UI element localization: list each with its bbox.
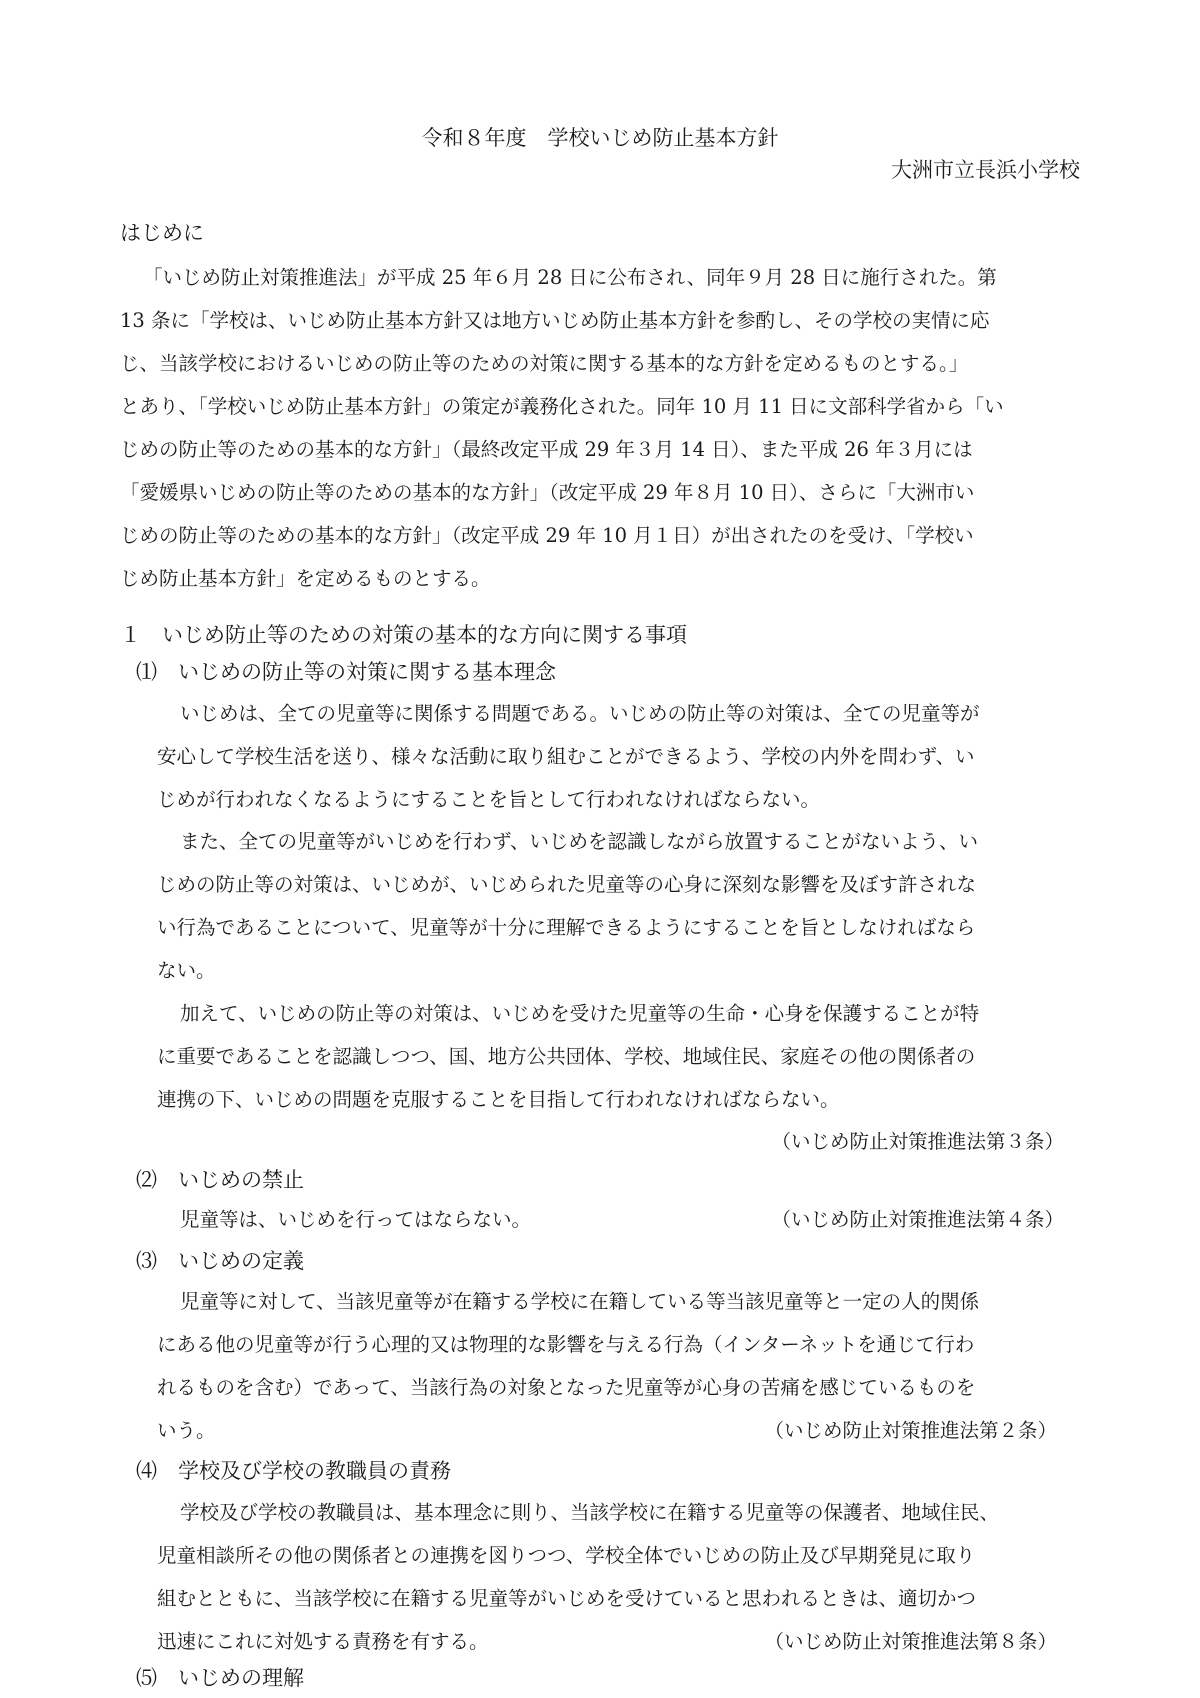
- sub3-citation: （いじめ防止対策推進法第２条）: [764, 1419, 1057, 1442]
- intro-line: 13 条に「学校は、いじめ防止基本方針又は地方いじめ防止基本方針を参酌し、その学校の実情に応: [120, 309, 990, 332]
- sub1-line: 加えて、いじめの防止等の対策は、いじめを受けた児童等の生命・心身を保護することが特: [180, 1002, 980, 1025]
- sub4-line: 迅速にこれに対処する責務を有する。: [157, 1630, 489, 1653]
- sub1-line: い行為であることについて、児童等が十分に理解できるようにすることを旨としなければなら: [157, 916, 976, 939]
- intro-line: じ、当該学校におけるいじめの防止等のための対策に関する基本的な方針を定めるものとする。」: [120, 352, 969, 375]
- sub2-text: 児童等は、いじめを行ってはならない。: [180, 1208, 532, 1231]
- sub4-line: 児童相談所その他の関係者との連携を図りつつ、学校全体でいじめの防止及び早期発見に取り: [157, 1544, 976, 1567]
- intro-line: 「愛媛県いじめの防止等のための基本的な方針」（改定平成 29 年８月 10 日）、さらに「大洲市い: [120, 481, 975, 504]
- intro-line: じめ防止基本方針」を定めるものとする。: [120, 567, 491, 590]
- intro-line: じめの防止等のための基本的な方針」（最終改定平成 29 年３月 14 日）、また平成 26 年３月には: [120, 438, 973, 461]
- sub3-line: 児童等に対して、当該児童等が在籍する学校に在籍している等当該児童等と一定の人的関係: [180, 1290, 980, 1313]
- sub2-heading: ⑵ いじめの禁止: [136, 1168, 304, 1192]
- sub4-heading: ⑷ 学校及び学校の教職員の責務: [136, 1459, 451, 1483]
- sub1-citation: （いじめ防止対策推進法第３条）: [771, 1130, 1064, 1153]
- sub4-citation: （いじめ防止対策推進法第８条）: [764, 1630, 1057, 1653]
- intro-line: とあり、「学校いじめ防止基本方針」の策定が義務化された。同年 10 月 11 日に文部科学省から「い: [120, 395, 1004, 418]
- school-name: 大洲市立長浜小学校: [891, 158, 1080, 182]
- intro-line: じめの防止等のための基本的な方針」（改定平成 29 年 10 月１日）が出されたのを受け、「学校い: [120, 524, 974, 547]
- sub4-row: [157, 1622, 1057, 1662]
- sub4-line: 学校及び学校の教職員は、基本理念に則り、当該学校に在籍する児童等の保護者、地域住民、: [180, 1501, 1000, 1524]
- sub3-line: にある他の児童等が行う心理的又は物理的な影響を与える行為（インターネットを通じて行わ: [157, 1333, 975, 1356]
- intro-heading: はじめに: [120, 221, 204, 245]
- sub1-line: ない。: [157, 959, 216, 982]
- sub2-citation: （いじめ防止対策推進法第４条）: [771, 1208, 1064, 1231]
- sub1-line: また、全ての児童等がいじめを行わず、いじめを認識しながら放置することがないよう、い: [180, 830, 978, 853]
- sub1-line: じめが行われなくなるようにすることを旨として行われなければならない。: [157, 788, 821, 811]
- sub1-line: いじめは、全ての児童等に関係する問題である。いじめの防止等の対策は、全ての児童等が: [180, 702, 980, 725]
- sub2-row: [180, 1200, 1064, 1240]
- sub1-line: じめの防止等の対策は、いじめが、いじめられた児童等の心身に深刻な影響を及ぼす許されな: [157, 873, 977, 896]
- sub3-line: いう。: [157, 1419, 216, 1442]
- sub1-line: に重要であることを認識しつつ、国、地方公共団体、学校、地域住民、家庭その他の関係者の: [157, 1045, 976, 1068]
- sub5-heading: ⑸ いじめの理解: [136, 1666, 304, 1690]
- sub4-line: 組むとともに、当該学校に在籍する児童等がいじめを受けていると思われるときは、適切かつ: [157, 1587, 977, 1610]
- sub3-heading: ⑶ いじめの定義: [136, 1249, 304, 1273]
- document-title: 令和８年度 学校いじめ防止基本方針: [421, 126, 779, 150]
- section1-heading: １ いじめ防止等のための対策の基本的な方向に関する事項: [120, 623, 687, 647]
- sub1-line: 連携の下、いじめの問題を克服することを目指して行われなければならない。: [157, 1088, 840, 1111]
- intro-line: 「いじめ防止対策推進法」が平成 25 年６月 28 日に公布され、同年９月 28 日に施行された。第: [143, 266, 997, 289]
- sub3-line: れるものを含む）であって、当該行為の対象となった児童等が心身の苦痛を感じているものを: [157, 1376, 976, 1399]
- sub1-heading: ⑴ いじめの防止等の対策に関する基本理念: [136, 660, 556, 684]
- sub1-line: 安心して学校生活を送り、様々な活動に取り組むことができるよう、学校の内外を問わず、い: [157, 745, 975, 768]
- sub3-row: [157, 1411, 1057, 1451]
